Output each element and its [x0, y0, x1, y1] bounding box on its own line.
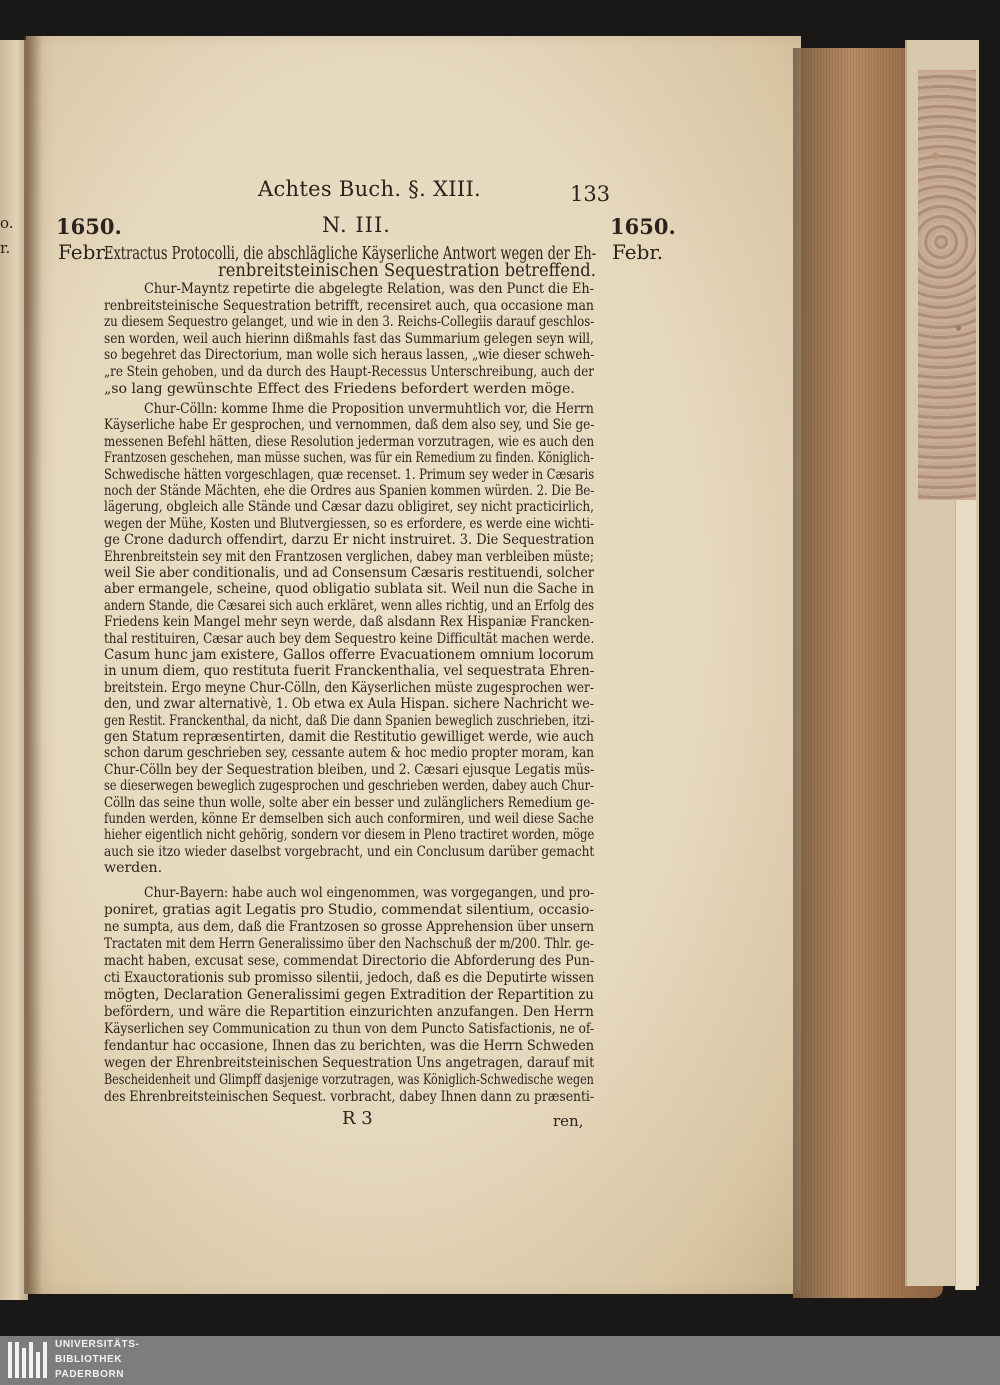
text-line: auch sie itzo wieder daselbst vorgebracht, und ein Conclusum darüber gemacht	[104, 843, 595, 860]
text-line: renbreitsteinische Sequestration betrifft, recensiret auch, qua occasione man	[104, 297, 594, 314]
text-line: lägerung, obgleich alle Stände und Cæsar dazu obligiret, sey nicht practicirlich,	[104, 499, 594, 516]
text-line: macht haben, excusat sese, commendat Directorio die Abforderung des Pun-	[104, 953, 595, 969]
text-line: andern Stande, die Cæsarei sich auch erkläret, wenn alles richtig, und an Erfolg des	[104, 597, 594, 614]
text-line: gen Statum repræsentirten, damit die Restitutio gewilliget werde, wie auch	[104, 729, 594, 745]
text-line: so begehret das Directorium, man wolle sich heraus lassen, „wie dieser schweh-	[104, 347, 595, 364]
text-line: Chur-Mayntz repetirte die abgelegte Relation, was den Punct die Eh-	[144, 281, 594, 297]
text-line: breitstein. Ergo meyne Chur-Cölln, den Käyserlichen müste zugesprochen wer-	[104, 679, 594, 696]
margin-month-right: Febr.	[612, 240, 664, 264]
page-edge-shadow	[793, 48, 853, 1298]
text-line: Bescheidenheit und Glimpff dasjenige vorzutragen, was Königlich-Schwedische wegen	[104, 1072, 594, 1088]
catchword: ren,	[553, 1112, 584, 1130]
text-line: ge Crone dadurch offendirt, darzu Er nicht instruiret. 3. Die Sequestration	[104, 532, 595, 549]
text-line: Chur-Cölln bey der Sequestration bleiben, und 2. Cæsari ejusque Legatis müs-	[104, 761, 595, 778]
text-line: gen Restit. Franckenthal, da nicht, daß Die dann Spanien beweglich zuschrieben, itzi-	[104, 712, 595, 729]
margin-month-left: Febr.	[58, 240, 110, 264]
text-line: aber ermangele, scheine, quod obligatio sublata sit. Weil nun die Sache in	[104, 581, 595, 598]
text-line: mögten, Declaration Generalissimi gegen Extradition der Repartition zu	[104, 987, 594, 1003]
text-line: messenen Befehl hätten, diese Resolution jederman vorzutragen, wie es auch den	[104, 433, 595, 450]
text-line: Friedens kein Mangel mehr seyn werde, daß alsdann Rex Hispaniæ Francken-	[104, 614, 594, 631]
text-line: zu diesem Sequestro gelanget, und wie in den 3. Reichs-Collegiis darauf geschlos-	[104, 314, 595, 331]
signature-mark: R 3	[342, 1108, 373, 1129]
text-line: werden.	[104, 860, 163, 877]
text-line: Chur-Cölln: komme Ihme die Proposition unvermuhtlich vor, die Herrn	[144, 401, 594, 417]
section-number: N. III.	[322, 213, 391, 237]
text-line: fendantur hac occasione, Ihnen das zu berichten, was die Herrn Schweden	[104, 1038, 595, 1054]
text-line: befördern, und wäre die Repartition einzurichten anzufangen. Den Herrn	[104, 1004, 594, 1020]
running-title: Achtes Buch. §. XIII.	[258, 177, 482, 201]
text-line: noch der Stände Mächten, ehe die Ordres aus Spanien kommen würden. 2. Die Be-	[104, 483, 595, 499]
library-name-line: PADERBORN	[55, 1369, 125, 1380]
text-line: des Ehrenbreitsteinischen Sequest. vorbracht, dabey Ihnen dann zu præsenti-	[104, 1089, 594, 1105]
text-line: hieher eigentlich nicht gehörig, sondern vor diesem in Pleno tractiret worden, möge	[104, 827, 595, 844]
text-line: thal restituiren, Cæsar auch bey dem Sequestro keine Difficultät machen werde.	[104, 630, 595, 647]
text-line: cti Exauctorationis sub promisso silentii, jedoch, daß es die Deputirte wissen	[104, 970, 595, 986]
library-name-line: UNIVERSITÄTS-	[55, 1339, 140, 1350]
text-line: funden werden, könne Er demselben sich auch conformiren, und weil diese Sache	[104, 811, 594, 827]
text-line: in unum diem, quo restituta fuerit Franckenthalia, vel sequestrata Ehren-	[104, 663, 595, 680]
section-title-line: renbreitsteinischen Sequestration betreffend.	[218, 261, 596, 281]
text-line: Tractaten mit dem Herrn Generalissimo über den Nachschuß der m/200. Thlr. ge-	[104, 936, 594, 952]
page-number: 133	[570, 182, 611, 206]
text-line: Käyserlichen sey Communication zu thun von dem Puncto Satisfactionis, ne of-	[104, 1021, 595, 1037]
library-name-line: BIBLIOTHEK	[55, 1354, 123, 1365]
text-line: Frantzosen geschehen, man müsse suchen, was für ein Remedium zu finden. Königlich-	[104, 450, 594, 467]
section-title-line: Extractus Protocolli, die abschlägliche Käyserliche Antwort wegen der Eh-	[104, 244, 597, 264]
left-page-text: o.	[0, 214, 14, 232]
margin-year-left: 1650.	[56, 214, 122, 239]
text-line: Käyserliche habe Er gesprochen, und vernommen, daß dem also sey, und Sie ge-	[104, 417, 595, 434]
text-line: den, und zwar alternativè, 1. Ob etwa ex Aula Hispan. sichere Nachricht we-	[104, 696, 595, 713]
text-line: Schwedische hätten vorgeschlagen, quæ recenset. 1. Primum sey weder in Cæsaris	[104, 466, 595, 483]
text-line: schon darum geschrieben sey, cessante autem & hoc medio propter moram, kan	[104, 745, 595, 762]
page-gutter	[24, 36, 42, 1294]
text-line: sen worden, weil auch hierinn dißmahls fast das Summarium gelegen seyn will,	[104, 330, 594, 347]
text-line: weil Sie aber conditionalis, und ad Consensum Cæsaris restituendi, solcher	[104, 565, 595, 581]
text-line: Casum hunc jam existere, Gallos offerre Evacuationem omnium locorum	[104, 647, 594, 663]
library-footer	[0, 1336, 1000, 1385]
text-line: wegen der Mühe, Kosten und Blutvergiessen, so es erfordere, es werde eine wichti-	[104, 515, 594, 532]
text-line: ne sumpta, aus dem, daß die Frantzosen so grosse Apprehension über unsern	[104, 919, 594, 935]
text-line: „so lang gewünschte Effect des Friedens befordert werden möge.	[104, 380, 575, 397]
text-line: Chur-Bayern: habe auch wol eingenommen, was vorgegangen, und pro-	[144, 885, 595, 901]
left-page-text: r.	[0, 239, 11, 257]
text-line: se dieserwegen beweglich zugesprochen und geschrieben werden, dabey auch Chur-	[104, 778, 594, 795]
marbled-paper	[918, 70, 976, 500]
library-logo-icon	[6, 1338, 50, 1382]
text-line: wegen der Ehrenbreitsteinischen Sequestration Uns angetragen, darauf mit	[104, 1055, 595, 1071]
text-line: „re Stein gehoben, und da durch des Haupt-Recessus Unterschreibung, auch der	[104, 364, 594, 380]
text-line: poniret, gratias agit Legatis pro Studio, commendat silentium, occasio-	[104, 902, 594, 918]
text-line: Cölln das seine thun wolle, solte aber ein besser und zulänglichers Remedium ge-	[104, 794, 595, 811]
margin-year-right: 1650.	[610, 214, 676, 239]
cover-edge-strip	[955, 500, 976, 1290]
text-line: Ehrenbreitstein sey mit den Frantzosen verglichen, dabey man verbleiben müste;	[104, 548, 594, 565]
